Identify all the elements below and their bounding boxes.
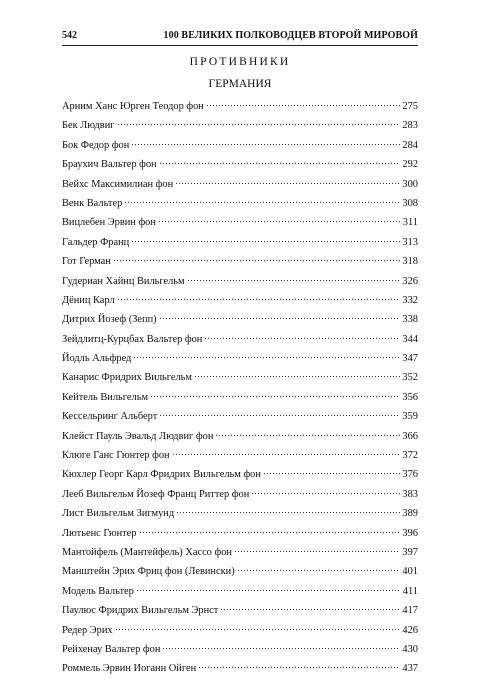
dot-leader <box>136 590 401 591</box>
toc-entry <box>62 175 418 194</box>
toc-entry-name: Лист Вильгельм Зигмунд <box>62 508 175 520</box>
toc-entry-page: 326 <box>402 275 418 287</box>
toc-entry-name: Вейхс Максимилиан фон <box>62 178 174 190</box>
dot-leader <box>175 183 400 184</box>
toc-entry-name: Редер Эрих <box>62 624 113 636</box>
toc-entry <box>62 388 418 407</box>
toc-entry <box>62 504 418 523</box>
toc-entry-name: Мантойфель (Мантейфель) Хассо фон <box>62 546 232 558</box>
toc-entry-name: Вицлебен Эрвин фон <box>62 217 156 229</box>
toc-entry-name: Дёниц Карл <box>62 294 115 306</box>
toc-entry-page: 284 <box>402 139 418 151</box>
section-title: ПРОТИВНИКИ <box>189 56 291 68</box>
dot-leader <box>237 570 401 571</box>
toc-entry-page: 292 <box>402 159 418 171</box>
toc-entry-name: Гальдер Франц <box>62 236 130 248</box>
toc-entry <box>62 543 418 562</box>
dot-leader <box>251 493 400 494</box>
dot-leader <box>204 338 400 339</box>
header-divider <box>62 45 418 46</box>
dot-leader <box>117 124 401 125</box>
toc-entry <box>62 310 418 329</box>
dot-leader <box>220 609 400 610</box>
toc-entry-name: Гудериан Хайнц Вильгельм <box>62 275 185 287</box>
toc-entry-name: Кюхлер Георг Карл Фридрих Вильгельм фон <box>62 469 261 481</box>
toc-entry-page: 311 <box>402 217 418 229</box>
toc-entry-page: 426 <box>402 624 418 636</box>
page-number: 542 <box>62 30 77 41</box>
toc-entry-name: Роммель Эрвин Иоганн Ойген <box>62 663 197 675</box>
dot-leader <box>113 260 401 261</box>
toc-entry-page: 430 <box>402 643 418 655</box>
toc-entry-name: Рейхенау Вальтер фон <box>62 643 161 655</box>
dot-leader <box>131 144 400 145</box>
toc-entry-page: 396 <box>402 527 418 539</box>
dot-leader <box>150 396 400 397</box>
toc-entry-name: Бек Людвиг <box>62 120 115 132</box>
toc-entry-page: 347 <box>402 353 418 365</box>
toc-entry-page: 338 <box>402 314 418 326</box>
dot-leader <box>215 435 400 436</box>
toc-entry-page: 366 <box>402 430 418 442</box>
dot-leader <box>176 512 400 513</box>
toc-entry <box>62 330 418 349</box>
toc-entry-page: 300 <box>402 178 418 190</box>
dot-leader <box>187 280 401 281</box>
toc-entry-page: 308 <box>402 197 418 209</box>
toc-entry <box>62 427 418 446</box>
toc-entry <box>62 465 418 484</box>
toc-entry-name: Клюге Ганс Гюнтер фон <box>62 450 170 462</box>
dot-leader <box>131 241 400 242</box>
toc-entry-name: Арним Ханс Юрген Теодор фон <box>62 101 204 112</box>
toc-entry-page: 389 <box>402 508 418 520</box>
toc-entry-name: Кессельринг Альберт <box>62 411 158 423</box>
toc-entry <box>62 368 418 387</box>
dot-leader <box>198 667 400 668</box>
dot-leader <box>172 454 401 455</box>
toc-entry-page: 437 <box>402 663 418 675</box>
toc-entry-page: 344 <box>402 333 418 345</box>
toc-entry-page: 283 <box>402 120 418 132</box>
toc-entry <box>62 601 418 620</box>
toc-entry <box>62 659 418 678</box>
dot-leader <box>139 532 401 533</box>
toc-entry-page: 401 <box>402 566 418 578</box>
dot-leader <box>115 629 401 630</box>
dot-leader <box>206 105 401 106</box>
toc-entry-name: Гот Герман <box>62 256 111 268</box>
toc-entry <box>62 272 418 291</box>
toc-entry-name: Лееб Вильгельм Йозеф Франц Риттер фон <box>62 488 250 500</box>
toc-entry-page: 356 <box>402 391 418 403</box>
toc-entry-name: Канарис Фридрих Вильгельм <box>62 372 192 384</box>
dot-leader <box>263 473 400 474</box>
dot-leader <box>159 163 401 164</box>
toc-entry-page: 359 <box>402 411 418 423</box>
toc-entry-name: Манштейн Эрих Фриц фон (Левински) <box>62 566 235 578</box>
toc-entry <box>62 407 418 426</box>
dot-leader <box>117 299 401 300</box>
dot-leader <box>162 648 400 649</box>
toc-entry-name: Кейтель Вильгельм <box>62 391 149 403</box>
toc-entry <box>62 233 418 252</box>
toc-entry <box>62 116 418 135</box>
toc-entry-page: 352 <box>402 372 418 384</box>
toc-entry-name: Дитрих Йозеф (Зепп) <box>62 314 157 326</box>
toc-entry <box>62 562 418 581</box>
table-of-contents <box>62 97 418 679</box>
toc-entry-name: Клейст Пауль Эвальд Людвиг фон <box>62 430 214 442</box>
running-title: 100 ВЕЛИКИХ ПОЛКОВОДЦЕВ ВТОРОЙ МИРОВОЙ <box>163 30 418 41</box>
dot-leader <box>194 376 400 377</box>
toc-entry <box>62 349 418 368</box>
toc-entry-page: 417 <box>402 605 418 617</box>
toc-entry <box>62 155 418 174</box>
toc-entry <box>62 97 418 116</box>
toc-entry <box>62 291 418 310</box>
toc-entry-name: Браухич Вальтер фон <box>62 159 157 171</box>
dot-leader <box>124 202 400 203</box>
toc-entry <box>62 194 418 213</box>
toc-entry-name: Лютьенс Гюнтер <box>62 527 137 539</box>
dot-leader <box>133 357 400 358</box>
dot-leader <box>234 551 400 552</box>
toc-entry-page: 376 <box>402 469 418 481</box>
toc-entry-name: Модель Вальтер <box>62 585 134 597</box>
toc-entry-page: 332 <box>402 294 418 306</box>
toc-entry-page: 318 <box>402 256 418 268</box>
toc-entry-page: 397 <box>402 546 418 558</box>
toc-entry <box>62 252 418 271</box>
toc-entry <box>62 582 418 601</box>
country-title: ГЕРМАНИЯ <box>208 78 272 90</box>
toc-entry-page: 313 <box>402 236 418 248</box>
dot-leader <box>159 415 400 416</box>
toc-entry-page: 411 <box>402 585 418 597</box>
toc-entry-name: Паулюс Фридрих Вильгельм Эрнст <box>62 605 219 617</box>
toc-entry-name: Зейдлитц-Курцбах Вальтер фон <box>62 333 203 345</box>
toc-entry <box>62 213 418 232</box>
toc-entry-name: Венк Вальтер <box>62 197 123 209</box>
toc-entry <box>62 621 418 640</box>
toc-entry <box>62 136 418 155</box>
toc-entry-page: 383 <box>402 488 418 500</box>
dot-leader <box>158 221 401 222</box>
toc-entry <box>62 446 418 465</box>
toc-entry <box>62 524 418 543</box>
dot-leader <box>159 318 401 319</box>
toc-entry-page: 275 <box>402 101 418 112</box>
toc-entry <box>62 485 418 504</box>
toc-entry-name: Бок Федор фон <box>62 139 130 151</box>
running-header <box>62 30 418 44</box>
toc-entry-page: 372 <box>402 450 418 462</box>
toc-entry-name: Йодль Альфред <box>62 353 132 365</box>
